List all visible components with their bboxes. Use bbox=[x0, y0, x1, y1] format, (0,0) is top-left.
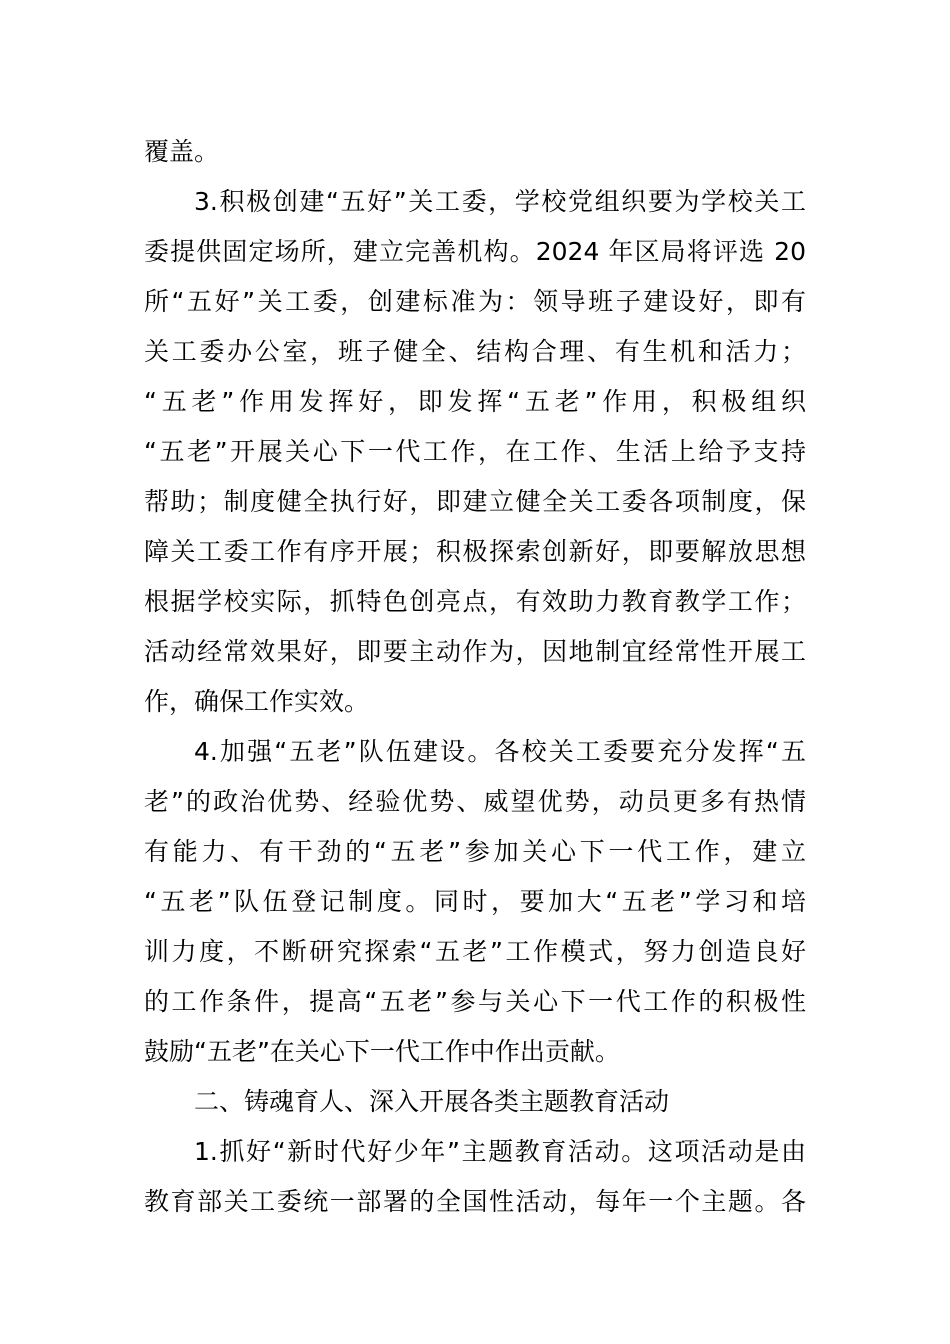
text-line: “五老”开展关心下一代工作，在工作、生活上给予支持 bbox=[144, 437, 806, 466]
text-line: 委提供固定场所，建立完善机构。2024 年区局将评选 20 bbox=[144, 237, 806, 266]
text-line: 帮助；制度健全执行好，即建立健全关工委各项制度，保 bbox=[144, 487, 806, 516]
text-line: 有能力、有干劲的“五老”参加关心下一代工作，建立 bbox=[144, 837, 806, 866]
text-line: 的工作条件，提高“五老”参与关心下一代工作的积极性 bbox=[144, 987, 806, 1016]
text-line: “五老”作用发挥好，即发挥“五老”作用，积极组织 bbox=[144, 387, 806, 416]
text-line: 老”的政治优势、经验优势、威望优势，动员更多有热情 bbox=[144, 787, 806, 816]
section-heading: 二、铸魂育人、深入开展各类主题教育活动 bbox=[194, 1087, 670, 1116]
text-line: 障关工委工作有序开展；积极探索创新好，即要解放思想 bbox=[144, 537, 806, 566]
text-line: 覆盖。 bbox=[144, 137, 220, 166]
text-line: 1.抓好“新时代好少年”主题教育活动。这项活动是由 bbox=[194, 1137, 806, 1166]
text-line: 作，确保工作实效。 bbox=[144, 687, 370, 716]
text-line: “五老”队伍登记制度。同时，要加大“五老”学习和培 bbox=[144, 887, 806, 916]
text-line: 训力度，不断研究探索“五老”工作模式，努力创造良好 bbox=[144, 937, 806, 966]
text-line: 根据学校实际，抓特色创亮点，有效助力教育教学工作； bbox=[144, 587, 806, 616]
text-line: 所“五好”关工委，创建标准为：领导班子建设好，即有 bbox=[144, 287, 806, 316]
text-line: 活动经常效果好，即要主动作为，因地制宜经常性开展工 bbox=[144, 637, 806, 666]
text-line: 4.加强“五老”队伍建设。各校关工委要充分发挥“五 bbox=[194, 737, 806, 766]
text-line: 教育部关工委统一部署的全国性活动，每年一个主题。各 bbox=[144, 1187, 806, 1216]
text-line: 3.积极创建“五好”关工委，学校党组织要为学校关工 bbox=[194, 187, 806, 216]
text-line: 关工委办公室，班子健全、结构合理、有生机和活力； bbox=[144, 337, 806, 366]
text-line: 鼓励“五老”在关心下一代工作中作出贡献。 bbox=[144, 1037, 620, 1066]
